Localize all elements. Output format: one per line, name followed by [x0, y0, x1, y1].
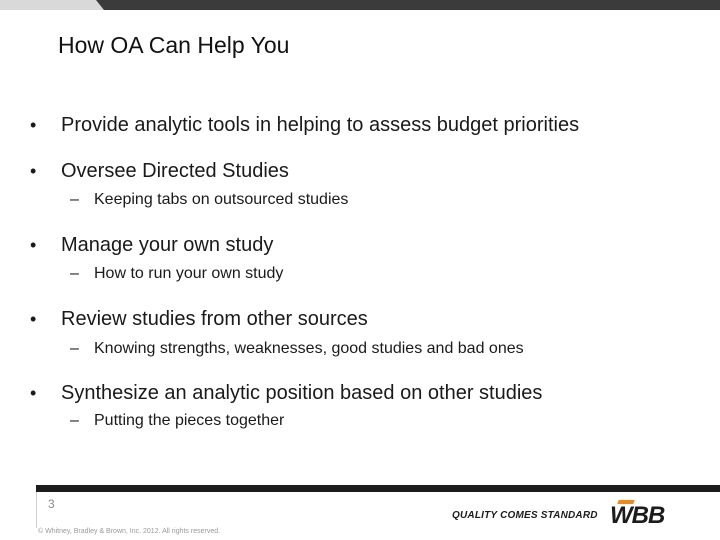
page-number-divider: [36, 492, 37, 528]
sub-bullet-item: [70, 338, 524, 360]
bullet-text: Oversee Directed Studies: [61, 160, 289, 182]
sub-bullet-text: Knowing strengths, weaknesses, good studies and bad ones: [94, 340, 524, 357]
company-tagline: QUALITY COMES STANDARD: [452, 510, 598, 521]
bullet-icon: •: [30, 115, 37, 135]
bullet-item: [30, 232, 273, 258]
bullet-text: Provide analytic tools in helping to assess budget priorities: [61, 114, 580, 136]
footer-bar: [36, 485, 720, 492]
bullet-item: [30, 112, 579, 138]
bullet-icon: •: [30, 309, 37, 329]
dash-icon: –: [70, 412, 79, 429]
dash-icon: –: [70, 265, 79, 282]
bullet-item: [30, 158, 289, 184]
sub-bullet-item: [70, 263, 283, 285]
dash-icon: –: [70, 191, 79, 208]
slide-title: How OA Can Help You: [58, 32, 290, 58]
sub-bullet-text: Putting the pieces together: [94, 412, 285, 429]
bullet-text: Review studies from other sources: [61, 308, 368, 330]
bullet-list: [30, 0, 710, 480]
bullet-icon: •: [30, 161, 37, 181]
copyright-notice: © Whitney, Bradley & Brown, Inc. 2012. All rights reserved.: [38, 528, 221, 535]
bullet-icon: •: [30, 235, 37, 255]
wbb-logo: [604, 500, 694, 530]
bullet-icon: •: [30, 383, 37, 403]
dash-icon: –: [70, 340, 79, 357]
bullet-item: [30, 380, 542, 406]
sub-bullet-text: Keeping tabs on outsourced studies: [94, 191, 349, 208]
page-number: 3: [48, 497, 55, 511]
bullet-text: Manage your own study: [61, 234, 274, 256]
logo-text: WBB: [610, 502, 665, 529]
sub-bullet-text: How to run your own study: [94, 265, 284, 282]
sub-bullet-item: [70, 410, 284, 432]
sub-bullet-item: [70, 189, 348, 211]
bullet-item: [30, 306, 368, 332]
bullet-text: Synthesize an analytic position based on other studies: [61, 382, 543, 404]
